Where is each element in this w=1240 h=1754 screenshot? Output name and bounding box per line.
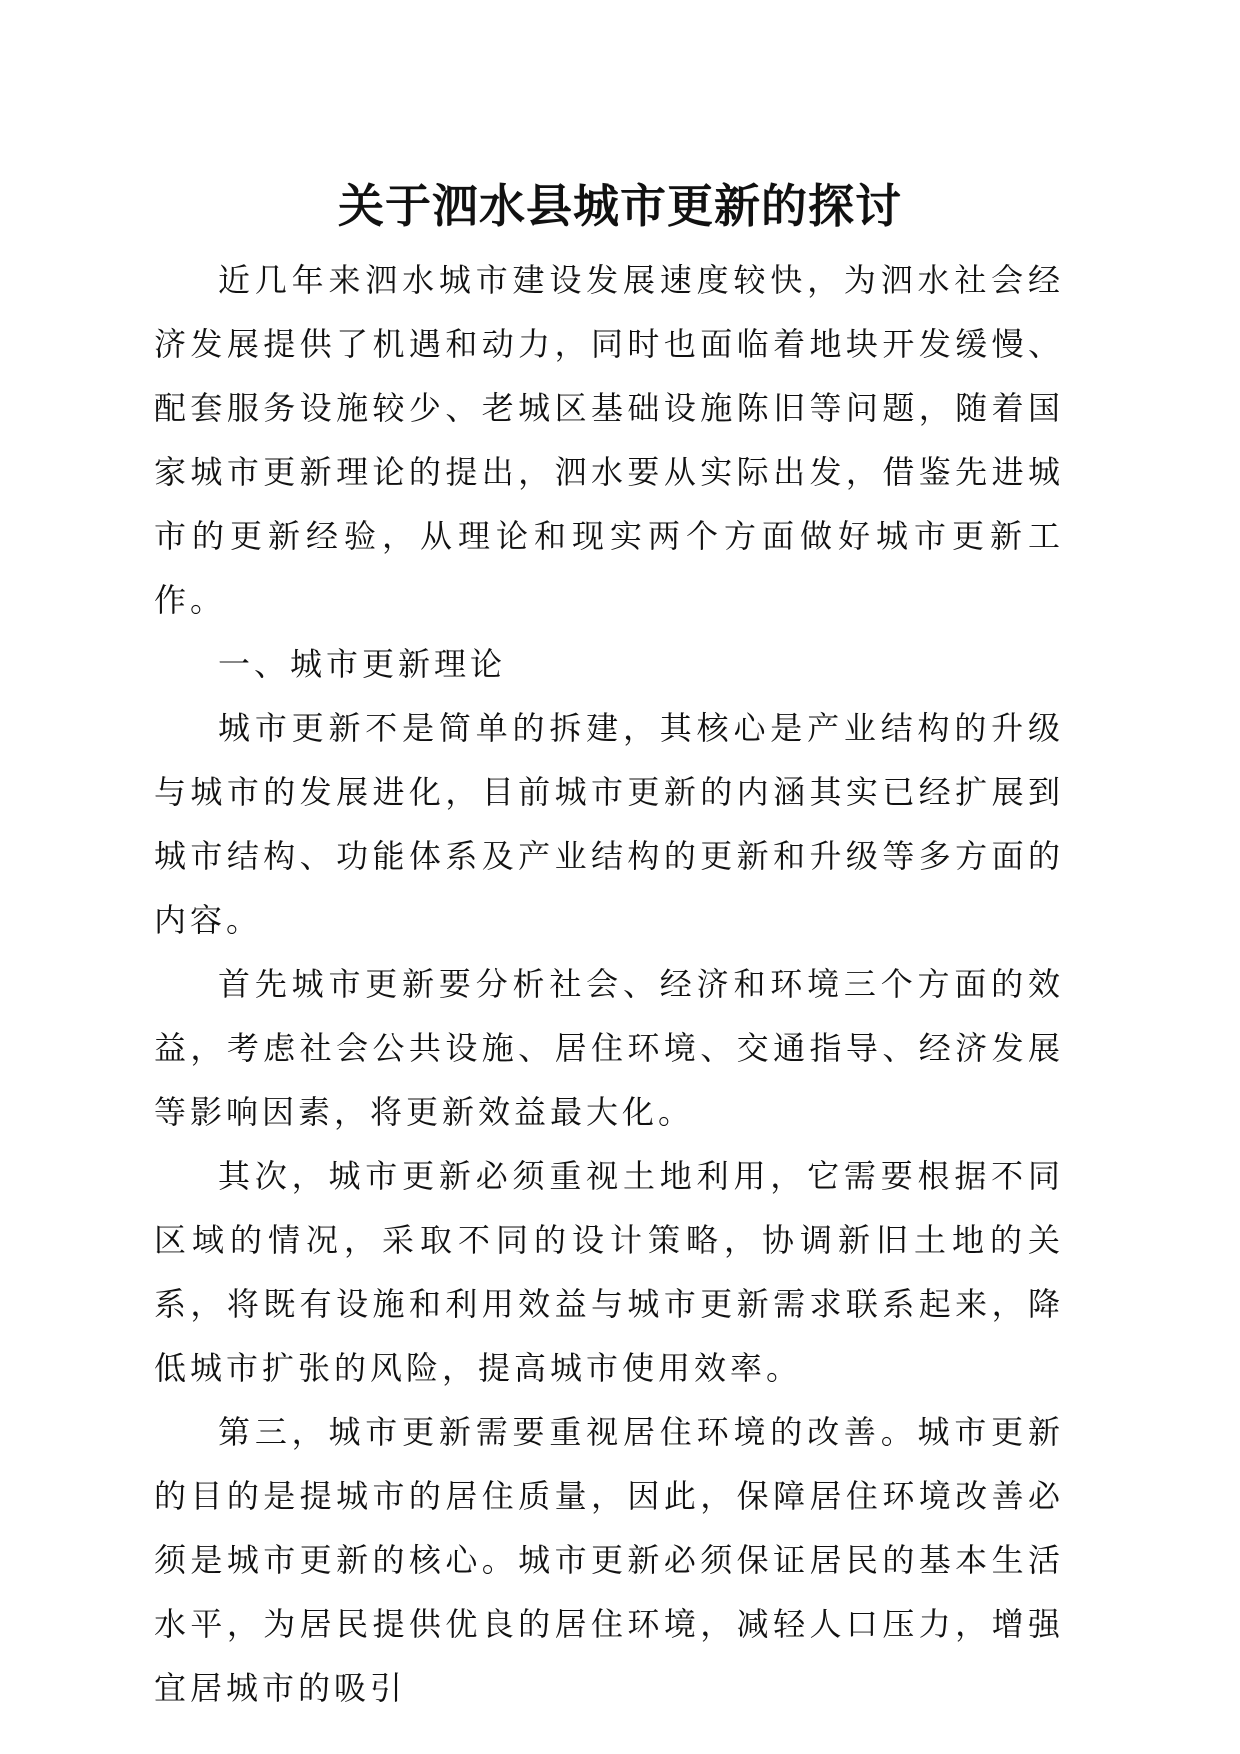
paragraph-second: 其次，城市更新必须重视土地利用，它需要根据不同区域的情况，采取不同的设计策略，协调新旧土地的关系，将既有设施和利用效益与城市更新需求联系起来，降低城市扩张的风险，提高城市使用效率。 — [154, 1157, 1064, 1387]
document-body — [154, 248, 1064, 1720]
paragraph-third: 第三，城市更新需要重视居住环境的改善。城市更新的目的是提城市的居住质量，因此，保障居住环境改善必须是城市更新的核心。城市更新必须保证居民的基本生活水平，为居民提供优良的居住环境，减轻人口压力，增强宜居城市的吸引 — [154, 1413, 1064, 1707]
paragraph-intro: 近几年来泗水城市建设发展速度较快，为泗水社会经济发展提供了机遇和动力，同时也面临着地块开发缓慢、配套服务设施较少、老城区基础设施陈旧等问题，随着国家城市更新理论的提出，泗水要从实际出发，借鉴先进城市的更新经验，从理论和现实两个方面做好城市更新工作。 — [154, 261, 1064, 619]
paragraph-first: 首先城市更新要分析社会、经济和环境三个方面的效益，考虑社会公共设施、居住环境、交通指导、经济发展等影响因素，将更新效益最大化。 — [154, 965, 1064, 1131]
paragraph-theory: 城市更新不是简单的拆建，其核心是产业结构的升级与城市的发展进化，目前城市更新的内涵其实已经扩展到城市结构、功能体系及产业结构的更新和升级等多方面的内容。 — [154, 709, 1064, 939]
document-title: 关于泗水县城市更新的探讨 — [338, 179, 902, 233]
section-heading-1: 一、城市更新理论 — [218, 645, 507, 683]
